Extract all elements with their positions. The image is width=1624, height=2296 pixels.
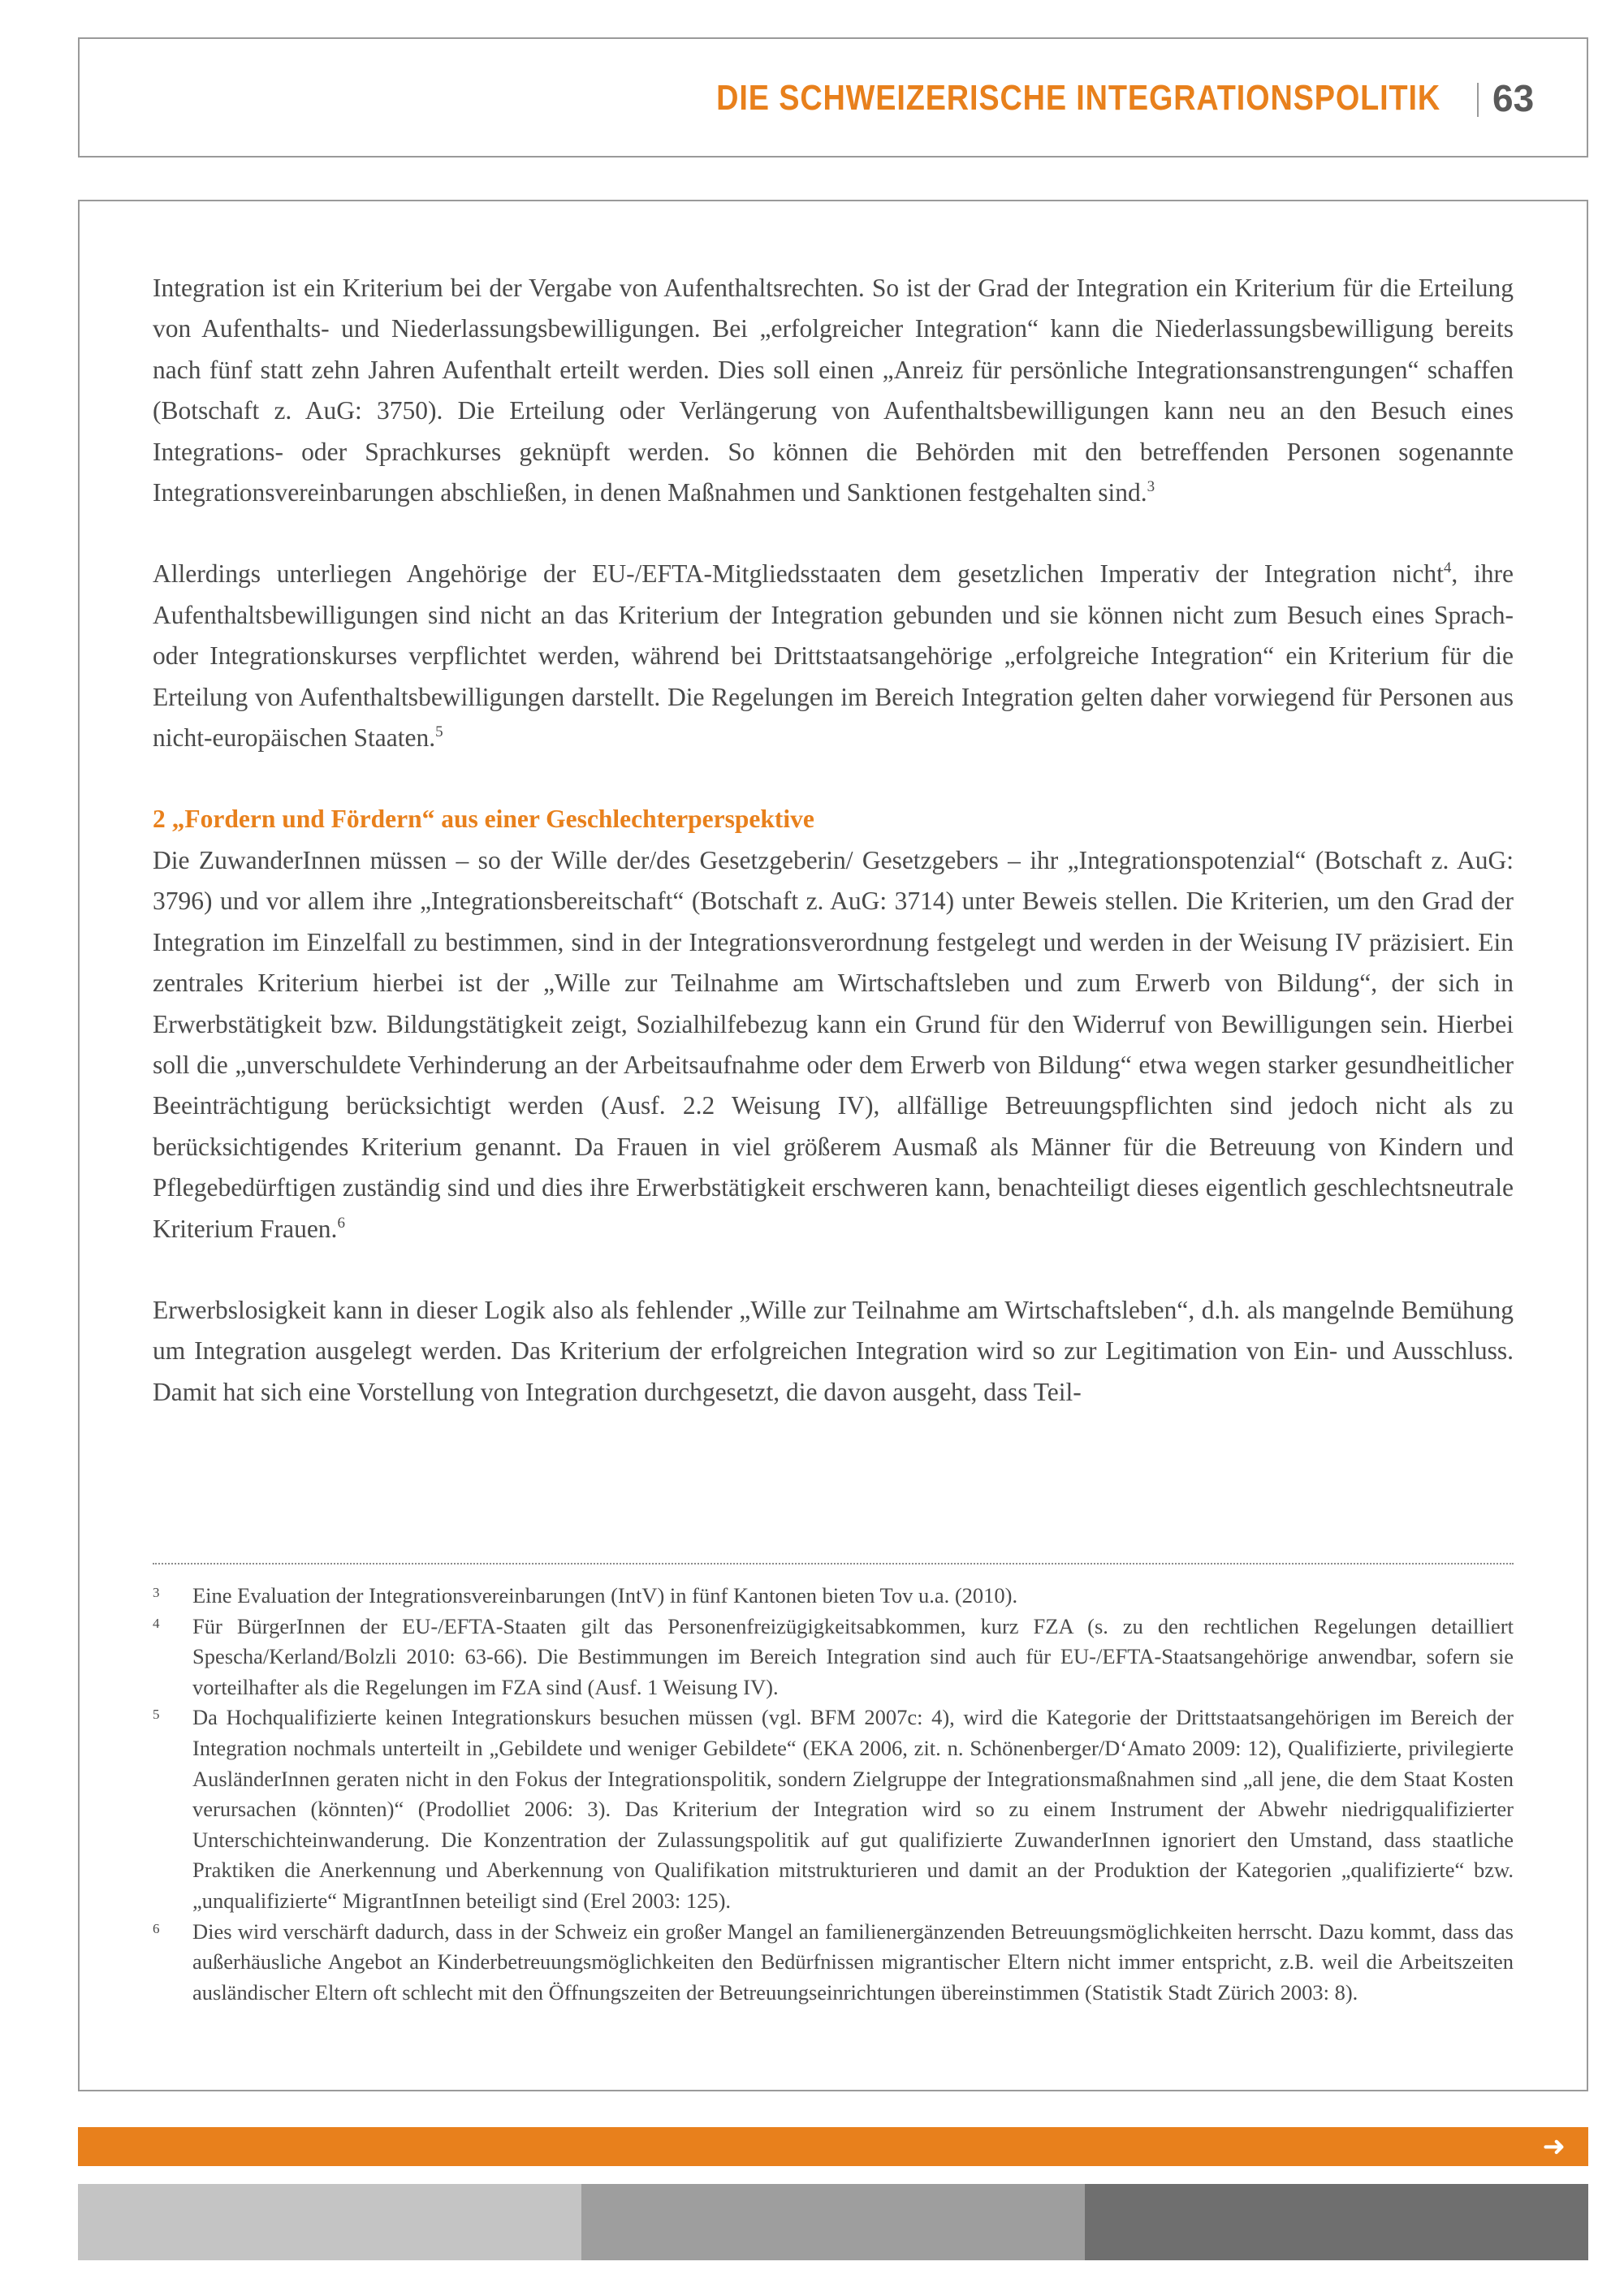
footer-segment-light [78,2184,581,2260]
footnote-ref-4[interactable]: 4 [1443,559,1452,577]
paragraph-1: Integration ist ein Kriterium bei der Vergabe von Aufenthaltsrechten. So ist der Grad der Integration ein Kriterium für die Erteilung von Aufenthalts- und Niederlassungsbewilligungen. Bei „erfolgreicher Integration“ kann die Niederlassungsbewilligung bereits nach fünf statt zehn Jahren Aufenthalt erteilt werden. Dies soll einen „Anreiz für persönliche Integrationsanstrengungen“ schaffen (Botschaft z. AuG: 3750). Die Erteilung oder Verlängerung von Aufenthaltsbewilligungen kann neu an den Besuch eines Integrations- oder Sprachkurses geknüpft werden. So können die Behörden mit den betreffenden Personen sogenannte Integrationsvereinbarungen abschließen, in denen Maßnahmen und Sanktionen festgehalten sind.$^3$ [153,274,1514,507]
footer-segment-mid [581,2184,1085,2260]
footnote-divider [153,1563,1514,1564]
footnote-number: 5 [153,1707,160,1723]
footnote-number: 4 [153,1615,160,1631]
footnote-text: Eine Evaluation der Integrationsvereinbarungen (IntV) in fünf Kantonen bieten Tov u.a. (2010). [192,1583,1018,1608]
footnote-3 [153,1581,1514,1612]
footer-segment-dark [1085,2184,1588,2260]
footnote-text: Für BürgerInnen der EU-/EFTA-Staaten gilt das Personenfreizügigkeitsabkommen, kurz FZA (s. zu den rechtlichen Regelungen detailliert Spescha/Kerland/Bolzli 2010: 63-66). Die Bestimmungen im Bereich Integration sind auch für EU-/EFTA-Staatsangehörige anwendbar, sofern sie vorteilhafter als die Regelungen im FZA sind (Ausf. 1 Weisung IV). [192,1613,1514,1699]
paragraph-3: Die ZuwanderInnen müssen – so der Wille der/des Gesetzgeberin/ Gesetzgebers – ihr „Integrationspotenzial“ (Botschaft z. AuG: 3796) und vor allem ihre „Integrationsbereitschaft“ (Botschaft z. AuG: 3714) unter Beweis stellen. Die Kriterien, um den Grad der Integration im Einzelfall zu bestimmen, sind in der Integrationsverordnung festgelegt und werden in der Weisung IV präzisiert. Ein zentrales Kriterium hierbei ist der „Wille zur Teilnahme am Wirtschaftsleben und zum Erwerb von Bildung“, der sich in Erwerbstätigkeit bzw. Bildungstätigkeit zeigt, Sozialhilfebezug kann ein Grund für den Widerruf von Bewilligungen sein. Hierbei soll die „unverschuldete Verhinderung an der Arbeitsaufnahme oder dem Erwerb von Bildung“ etwa wegen starker gesundheitlicher Beeinträchtigung berücksichtigt werden (Ausf. 2.2 Weisung IV), allfällige Betreuungspflichten sind jedoch nicht als zu berücksichtigendes Kriterium genannt. Da Frauen in viel größerem Ausmaß als Männer für die Betreuung von Kindern und Pflegebedürftigen zuständig sind und dies ihre Erwerbstätigkeit erschweren kann, benachteiligt dieses eigentlich geschlechtsneutrale Kriterium Frauen.$^6$ [153,845,1514,1243]
footnote-text: Da Hochqualifizierte keinen Integrationskurs besuchen müssen (vgl. BFM 2007c: 4), wird die Kategorie der Drittstaatsangehörigen im Bereich der Integration nochmals unterteilt in „Gebildete und weniger Gebildete“ (EKA 2006, zit. n. Schönenberger/D‘Amato 2009: 12), Qualifizierte, privilegierte AusländerInnen geraten nicht in den Fokus der Integrationspolitik, sondern Zielgruppe der Integrationsmaßnahmen sind „all jene, die dem Staat Kosten verursachen (könnten)“ (Prodolliet 2006: 3). Das Kriterium der Integration wird so zu einem Instrument der Abwehr niedrigqualifizierter Unterschichteinwanderung. Die Konzentration der Zulassungspolitik auf gut qualifizierte ZuwanderInnen ignoriert den Umstand, dass staatliche Praktiken die Anerkennung und Aberkennung von Qualifikation mitstrukturieren und damit an der Produktion der Kategorien „qualifizierte“ bzw. „unqualifizierte“ MigrantInnen beteiligt sind (Erel 2003: 125). [192,1705,1514,1913]
arrow-right-icon[interactable]: ➜ [1542,2130,1566,2163]
footnote-4 [153,1612,1514,1703]
body-text [153,268,1514,1413]
paragraph-4: Erwerbslosigkeit kann in dieser Logik also als fehlender „Wille zur Teilnahme am Wirtschaftsleben“, d.h. als mangelnde Bemühung um Integration ausgelegt werden. Das Kriterium der erfolgreichen Integration wird so zur Legitimation von Ein- und Ausschluss. Damit hat sich eine Vorstellung von Integration durchgesetzt, die davon ausgeht, dass Teil- [153,1295,1514,1406]
footnote-text: Dies wird verschärft dadurch, dass in der Schweiz ein großer Mangel an familienergänzenden Betreuungsmöglichkeiten herrscht. Dazu kommt, dass das außerhäusliche Angebot an Kinderbetreuungsmöglichkeiten den Bedürfnissen migrantischer Eltern nicht immer entspricht, z.B. weil die Arbeitszeiten ausländischer Eltern oft schlecht mit den Öffnungszeiten der Betreuungseinrichtungen übereinstimmen (Statistik Stadt Zürich 2003: 8). [192,1918,1514,2005]
page-number: 63 [1492,77,1535,119]
page-header [78,37,1588,158]
running-title: DIE SCHWEIZERISCHE INTEGRATIONSPOLITIK [716,78,1440,118]
footer-accent-bar [78,2127,1588,2166]
footnote-ref-6[interactable]: 6 [337,1214,345,1232]
section-heading: 2 „Fordern und Fördern“ aus einer Geschlechterperspektive [153,805,814,834]
footnote-6 [153,1917,1514,2009]
footnote-5 [153,1703,1514,1916]
footnote-number: 3 [153,1585,160,1600]
footnote-ref-3[interactable]: 3 [1147,478,1155,496]
paragraph-2: Allerdings unterliegen Angehörige der EU-/EFTA-Mitgliedsstaaten dem gesetzlichen Imperativ der Integration nicht$^4$, ihre Aufenthaltsbewilligungen sind nicht an das Kriterium der Integration gebunden und sie können nicht zum Besuch eines Sprach- oder Integrationskurses verpflichtet werden, während bei Drittstaatsangehörige „erfolgreiche Integration“ ein Kriterium für die Erteilung von Aufenthaltsbewilligungen darstellt. Die Regelungen im Bereich Integration gelten daher vorwiegend für Personen aus nicht-europäischen Staaten.$^5$ [153,559,1514,753]
footnotes [153,1581,1514,2008]
header-separator [1477,83,1479,117]
footnote-ref-5[interactable]: 5 [435,723,443,741]
footer-grey-bars [78,2184,1588,2260]
footnote-number: 6 [153,1920,160,1936]
